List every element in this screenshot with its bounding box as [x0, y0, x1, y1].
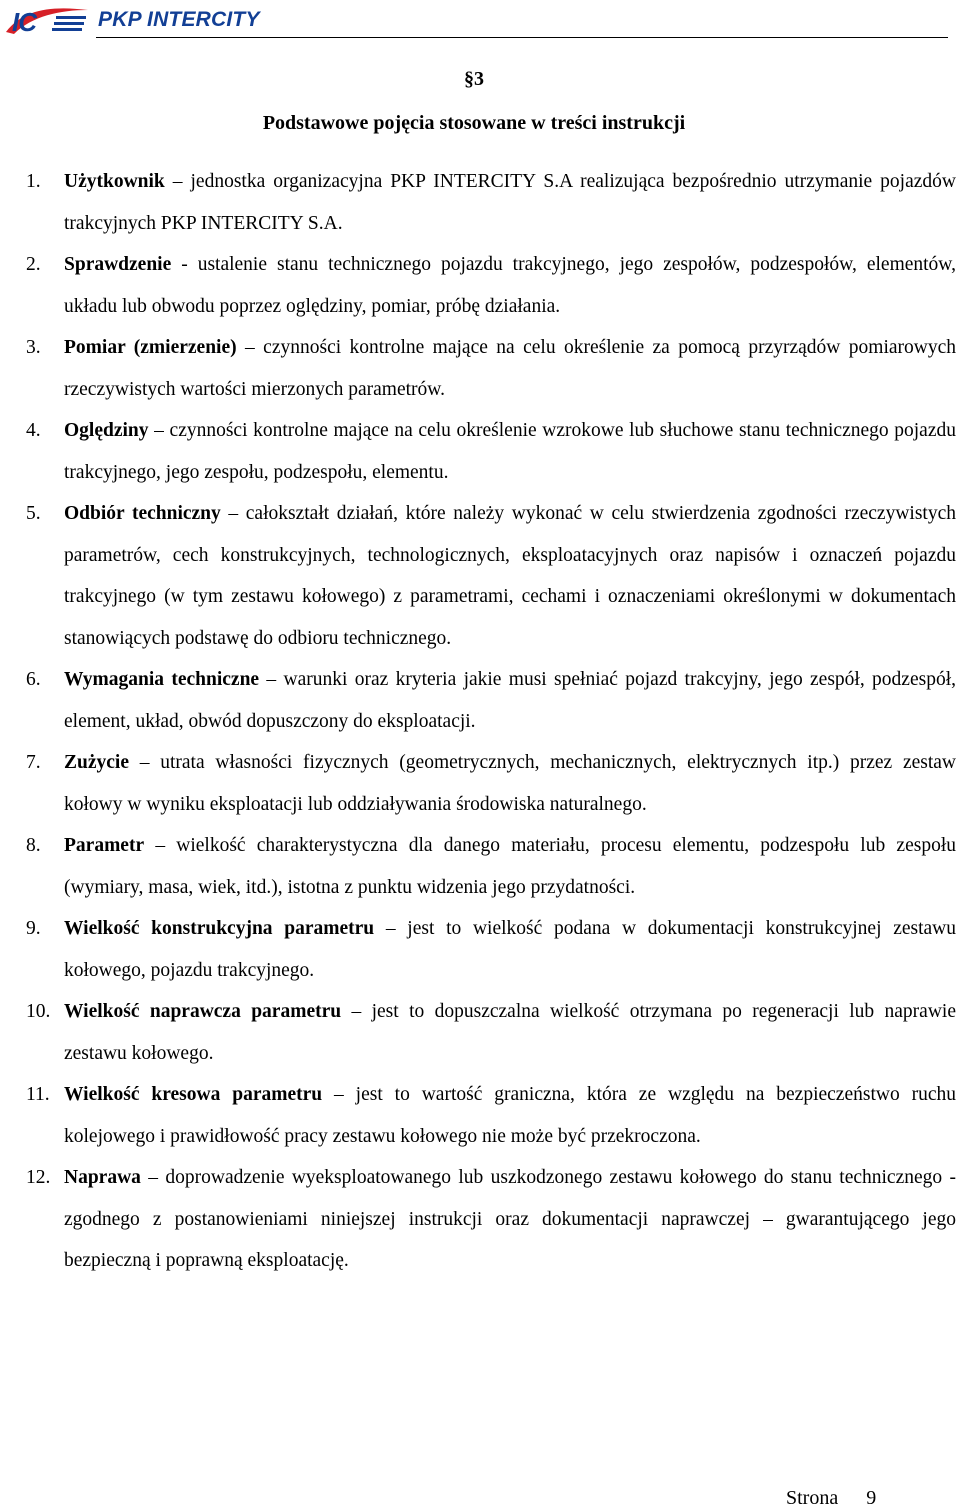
definition-item — [26, 742, 956, 825]
item-number: 9. — [26, 918, 41, 939]
definition-item — [26, 1074, 956, 1157]
logo-text: PKP INTERCITY — [98, 8, 260, 31]
definition-term: Naprawa — [64, 1167, 141, 1188]
page-footer — [786, 1487, 876, 1510]
header-divider — [96, 37, 948, 38]
definition-text: – czynności kontrolne mające na celu określenie wzrokowe lub słuchowe stanu technicznego pojazdu trakcyjnego, jego zespołu, podzespołu, elementu. — [64, 420, 956, 483]
definition-text: – czynności kontrolne mające na celu określenie za pomocą przyrządów pomiarowych rzeczywistych wartości mierzonych parametrów. — [64, 337, 956, 400]
item-number: 1. — [26, 171, 41, 192]
definition-item — [26, 493, 956, 659]
definition-text: – całokształt działań, które należy wykonać w celu stwierdzenia zgodności rzeczywistych parametrów, cech konstrukcyjnych, technologicznych, eksploatacyjnych oraz napisów i oznaczeń pojazdu trakcyjnego (w tym zestawu kołowego) z parametrami, cechami i oznaczeniami określonymi w dokumentach stanowiących podstawę do odbioru technicznego. — [64, 503, 956, 649]
definitions-list — [26, 161, 956, 1282]
section-number: §3 — [464, 68, 484, 90]
item-number: 12. — [26, 1167, 51, 1188]
definition-text: - ustalenie stanu technicznego pojazdu trakcyjnego, jego zespołów, podzespołów, elementów, układu lub obwodu poprzez oględziny, pomiar, próbę działania. — [64, 254, 956, 317]
definition-text: – wielkość charakterystyczna dla danego materiału, procesu elementu, podzespołu lub zespołu (wymiary, masa, wiek, itd.), istotna z punktu widzenia jego przydatności. — [64, 835, 956, 898]
definition-text: – utrata własności fizycznych (geometrycznych, mechanicznych, elektrycznych itp.) przez zestaw kołowy w wyniku eksploatacji lub oddziaływania środowiska naturalnego. — [64, 752, 956, 815]
item-number: 11. — [26, 1084, 50, 1105]
item-number: 10. — [26, 1001, 51, 1022]
intercity-logo-mark-icon — [4, 4, 90, 36]
definition-item — [26, 908, 956, 991]
item-number: 3. — [26, 337, 41, 358]
definition-term: Wielkość naprawcza parametru — [64, 1001, 342, 1022]
definition-text: – jest to wielkość podana w dokumentacji konstrukcyjnej zestawu kołowego, pojazdu trakcyjnego. — [64, 918, 956, 981]
definition-term: Wielkość kresowa parametru — [64, 1084, 323, 1105]
pkp-intercity-logo — [4, 2, 260, 38]
item-number: 5. — [26, 503, 41, 524]
definition-item — [26, 991, 956, 1074]
definition-term: Wielkość konstrukcyjna parametru — [64, 918, 375, 939]
item-number: 2. — [26, 254, 41, 275]
definition-text: – warunki oraz kryteria jakie musi spełniać pojazd trakcyjny, jego zespół, podzespół, element, układ, obwód dopuszczony do eksploatacji. — [64, 669, 956, 732]
definition-item — [26, 825, 956, 908]
svg-text:IC: IC — [12, 7, 36, 36]
item-number: 8. — [26, 835, 41, 856]
definition-text: – jest to wartość graniczna, która ze względu na bezpieczeństwo ruchu kolejowego i prawidłowość pracy zestawu kołowego nie może być przekroczona. — [64, 1084, 956, 1147]
page-number: 9 — [866, 1487, 877, 1509]
definition-item — [26, 244, 956, 327]
definition-item — [26, 1157, 956, 1282]
definition-term: Oględziny — [64, 420, 149, 441]
definition-term: Parametr — [64, 835, 145, 856]
section-title: Podstawowe pojęcia stosowane w treści instrukcji — [262, 112, 686, 134]
definition-item — [26, 161, 956, 244]
definition-term: Pomiar (zmierzenie) — [64, 337, 237, 358]
page-label: Strona — [786, 1487, 839, 1509]
item-number: 7. — [26, 752, 41, 773]
definition-term: Zużycie — [64, 752, 129, 773]
definition-item — [26, 410, 956, 493]
definition-text: – jest to dopuszczalna wielkość otrzymana po regeneracji lub naprawie zestawu kołowego. — [64, 1001, 956, 1064]
definition-text: – doprowadzenie wyeksploatowanego lub uszkodzonego zestawu kołowego do stanu technicznego - zgodnego z postanowieniami niniejszej instrukcji oraz dokumentacji naprawczej – gwarantującego jego bezpieczną i poprawną eksploatację. — [64, 1167, 956, 1271]
page-header — [0, 0, 960, 42]
item-number: 6. — [26, 669, 41, 690]
item-number: 4. — [26, 420, 41, 441]
definition-item — [26, 327, 956, 410]
definition-text: – jednostka organizacyjna PKP INTERCITY S.A realizująca bezpośrednio utrzymanie pojazdów trakcyjnych PKP INTERCITY S.A. — [64, 171, 956, 234]
definition-term: Odbiór techniczny — [64, 503, 221, 524]
definition-term: Sprawdzenie — [64, 254, 172, 275]
definition-term: Użytkownik — [64, 171, 165, 192]
definition-term: Wymagania techniczne — [64, 669, 260, 690]
definition-item — [26, 659, 956, 742]
